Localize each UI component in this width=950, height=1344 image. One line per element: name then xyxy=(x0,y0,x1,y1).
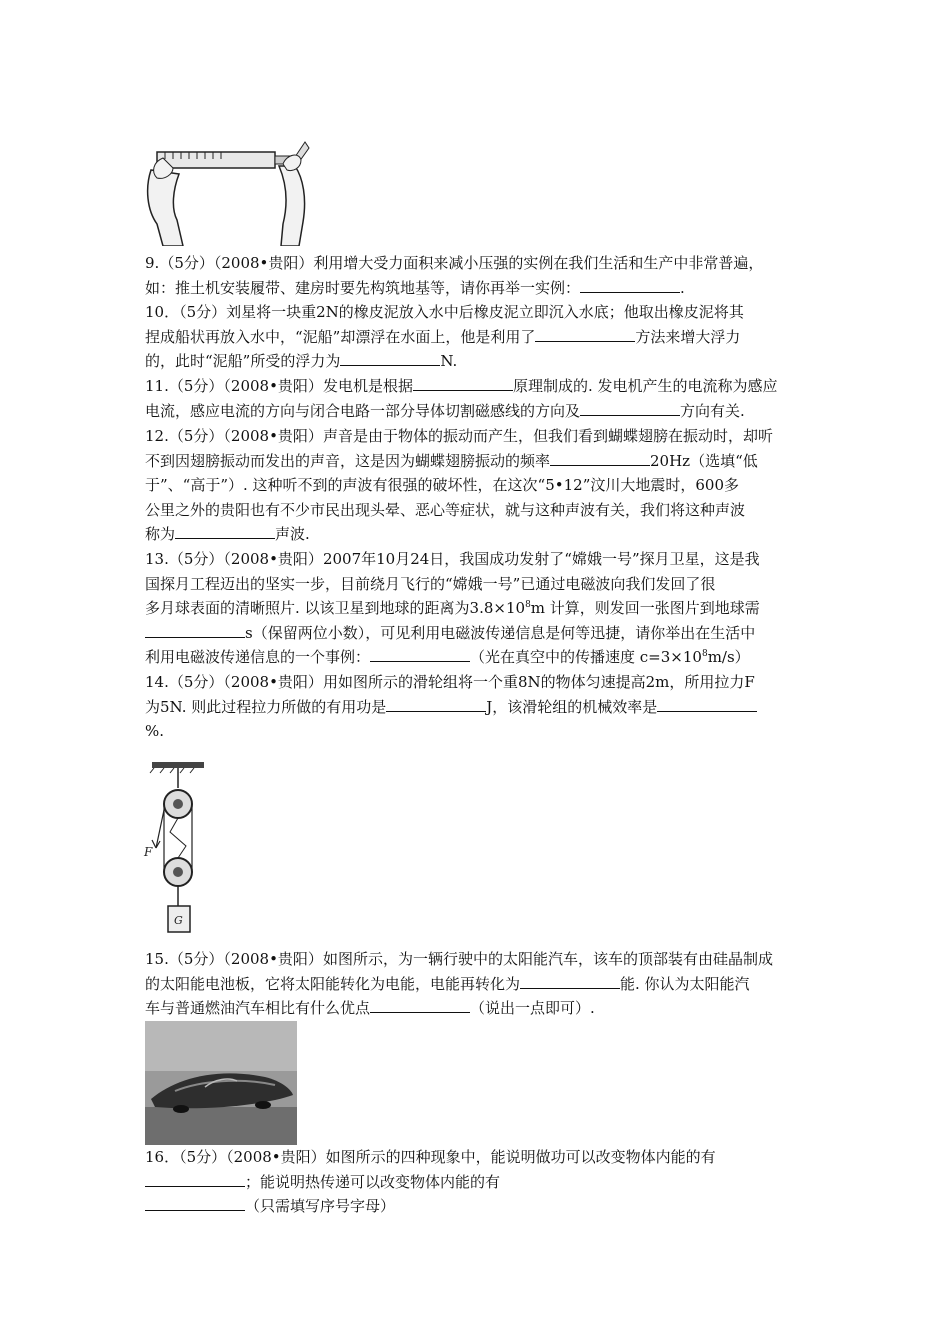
question-15 xyxy=(145,947,810,1021)
question-text: 发电机是根据 xyxy=(322,377,413,395)
answer-blank[interactable] xyxy=(370,647,470,662)
question-number: 15. xyxy=(145,950,169,968)
question-number: 13. xyxy=(145,550,169,568)
question-text: 公里之外的贵阳也有不少市民出现头晕、恶心等症状，就与这种声波有关，我们将这种声波 xyxy=(145,500,746,519)
question-number: 10． xyxy=(145,303,180,321)
question-text: （光在真空中的传播速度 c=3×10 xyxy=(470,648,702,666)
question-text: 电流，感应电流的方向与闭合电路一部分导体切割磁感线的方向及 xyxy=(145,401,581,420)
question-text: 车与普通燃油汽车相比有什么优点 xyxy=(145,999,371,1017)
answer-blank[interactable] xyxy=(580,401,680,416)
question-number: 11. xyxy=(145,377,169,395)
question-meta: （5分）（2008•贵阳） xyxy=(179,1148,326,1166)
answer-blank[interactable] xyxy=(145,623,245,638)
question-text: （只需填写序号字母） xyxy=(245,1197,396,1215)
question-meta: （5分）（2008•贵阳） xyxy=(168,377,323,395)
answer-blank[interactable] xyxy=(580,278,680,293)
question-text: 刘星将一块重2N的橡皮泥放入水中后橡皮泥立即沉入水底；他取出橡皮泥将其 xyxy=(226,303,744,321)
question-text: 方法来增大浮力 xyxy=(635,327,741,346)
question-text: 不到因翅膀振动而发出的声音，这是因为蝴蝶翅膀振动的频率 xyxy=(145,451,551,470)
answer-blank[interactable] xyxy=(657,697,757,712)
force-label: F xyxy=(144,845,153,859)
question-meta: （5分）（2008•贵阳） xyxy=(168,550,323,568)
answer-blank[interactable] xyxy=(175,524,275,539)
question-text: （说出一点即可）. xyxy=(470,999,595,1017)
question-text: J，该滑轮组的机械效率是 xyxy=(486,697,658,716)
question-text: %. xyxy=(145,722,165,740)
question-12 xyxy=(145,424,810,547)
question-text: ；能说明热传递可以改变物体内能的有 xyxy=(245,1172,501,1191)
answer-blank[interactable] xyxy=(370,998,470,1013)
question-text: 如：推土机安装履带、建房时要先构筑地基等，请你再举一实例： xyxy=(145,278,581,297)
answer-blank[interactable] xyxy=(520,974,620,989)
answer-blank[interactable] xyxy=(145,1172,245,1187)
question-number: 12. xyxy=(145,427,169,445)
question-11 xyxy=(145,374,810,423)
question-number: 14. xyxy=(145,673,169,691)
question-meta: （5分）（2008•贵阳） xyxy=(159,254,314,272)
question-meta: （5分）（2008•贵阳） xyxy=(168,427,323,445)
answer-blank[interactable] xyxy=(145,1196,245,1211)
answer-blank[interactable] xyxy=(386,697,486,712)
question-text: 声音是由于物体的振动而产生，但我们看到蝴蝶翅膀在振动时，却听 xyxy=(322,427,773,445)
question-meta: （5分）（2008•贵阳） xyxy=(168,950,323,968)
question-13 xyxy=(145,547,810,670)
question-10 xyxy=(145,300,810,374)
question-text: 能. 你认为太阳能汽 xyxy=(620,974,750,993)
question-number: 16． xyxy=(145,1148,180,1166)
question-text: N. xyxy=(440,352,458,370)
question-text: 2007年10月24日，我国成功发射了“嫦娥一号”探月卫星，这是我 xyxy=(322,550,760,568)
question-text: 的太阳能电池板，它将太阳能转化为电能，电能再转化为 xyxy=(145,974,521,993)
question-text: 的，此时“泥船”所受的浮力为 xyxy=(145,352,341,370)
question-text: m/s） xyxy=(707,648,750,666)
question-16 xyxy=(145,1145,810,1219)
question-text: 声波. xyxy=(275,525,310,543)
question-text: m 计算，则发回一张图片到地球需 xyxy=(530,599,760,617)
question-text: 方向有关. xyxy=(680,401,745,420)
question-text: 利用电磁波传递信息的一个事例： xyxy=(145,648,371,666)
question-text: 称为 xyxy=(145,525,176,543)
question-text: . xyxy=(680,278,685,297)
answer-blank[interactable] xyxy=(550,451,650,466)
solar-car-photo xyxy=(145,1021,297,1145)
question-meta: （5分） xyxy=(179,303,227,321)
weight-label: G xyxy=(174,914,183,927)
answer-blank[interactable] xyxy=(535,327,635,342)
question-14 xyxy=(145,670,810,744)
question-text: s（保留两位小数），可见利用电磁波传递信息是何等迅捷，请你举出在生活中 xyxy=(245,623,756,642)
question-text: 为5N. 则此过程拉力所做的有用功是 xyxy=(145,697,387,716)
syringe-hands-figure xyxy=(143,128,311,246)
question-text: 多月球表面的清晰照片. 以该卫星到地球的距离为3.8×10 xyxy=(145,599,526,617)
answer-blank[interactable] xyxy=(340,351,440,366)
question-text: 如图所示的四种现象中，能说明做功可以改变物体内能的有 xyxy=(325,1148,716,1166)
question-text: 20Hz（选填“低 xyxy=(650,451,758,470)
question-number: 9. xyxy=(145,254,160,272)
question-9 xyxy=(145,251,810,300)
question-text: 国探月工程迈出的坚实一步，目前绕月飞行的“嫦娥一号”已通过电磁波向我们发回了很 xyxy=(145,574,716,593)
question-text: 用如图所示的滑轮组将一个重8N的物体匀速提高2m，所用拉力F xyxy=(322,673,755,691)
question-text: 原理制成的. 发电机产生的电流称为感应 xyxy=(512,377,778,395)
question-text: 利用增大受力面积来减小压强的实例在我们生活和生产中非常普遍， xyxy=(313,254,764,272)
question-text: 捏成船状再放入水中，“泥船”却漂浮在水面上，他是利用了 xyxy=(145,327,536,346)
question-meta: （5分）（2008•贵阳） xyxy=(168,673,323,691)
question-text: 如图所示，为一辆行驶中的太阳能汽车，该车的顶部装有由硅晶制成 xyxy=(322,950,773,968)
exponent: 8 xyxy=(701,649,708,659)
pulley-system-figure xyxy=(140,760,210,940)
answer-blank[interactable] xyxy=(413,376,513,391)
question-text: 于”、“高于”）. 这种听不到的声波有很强的破坏性，在这次“5•12”汶川大地震时，600多 xyxy=(145,476,739,494)
exponent: 8 xyxy=(525,600,531,610)
